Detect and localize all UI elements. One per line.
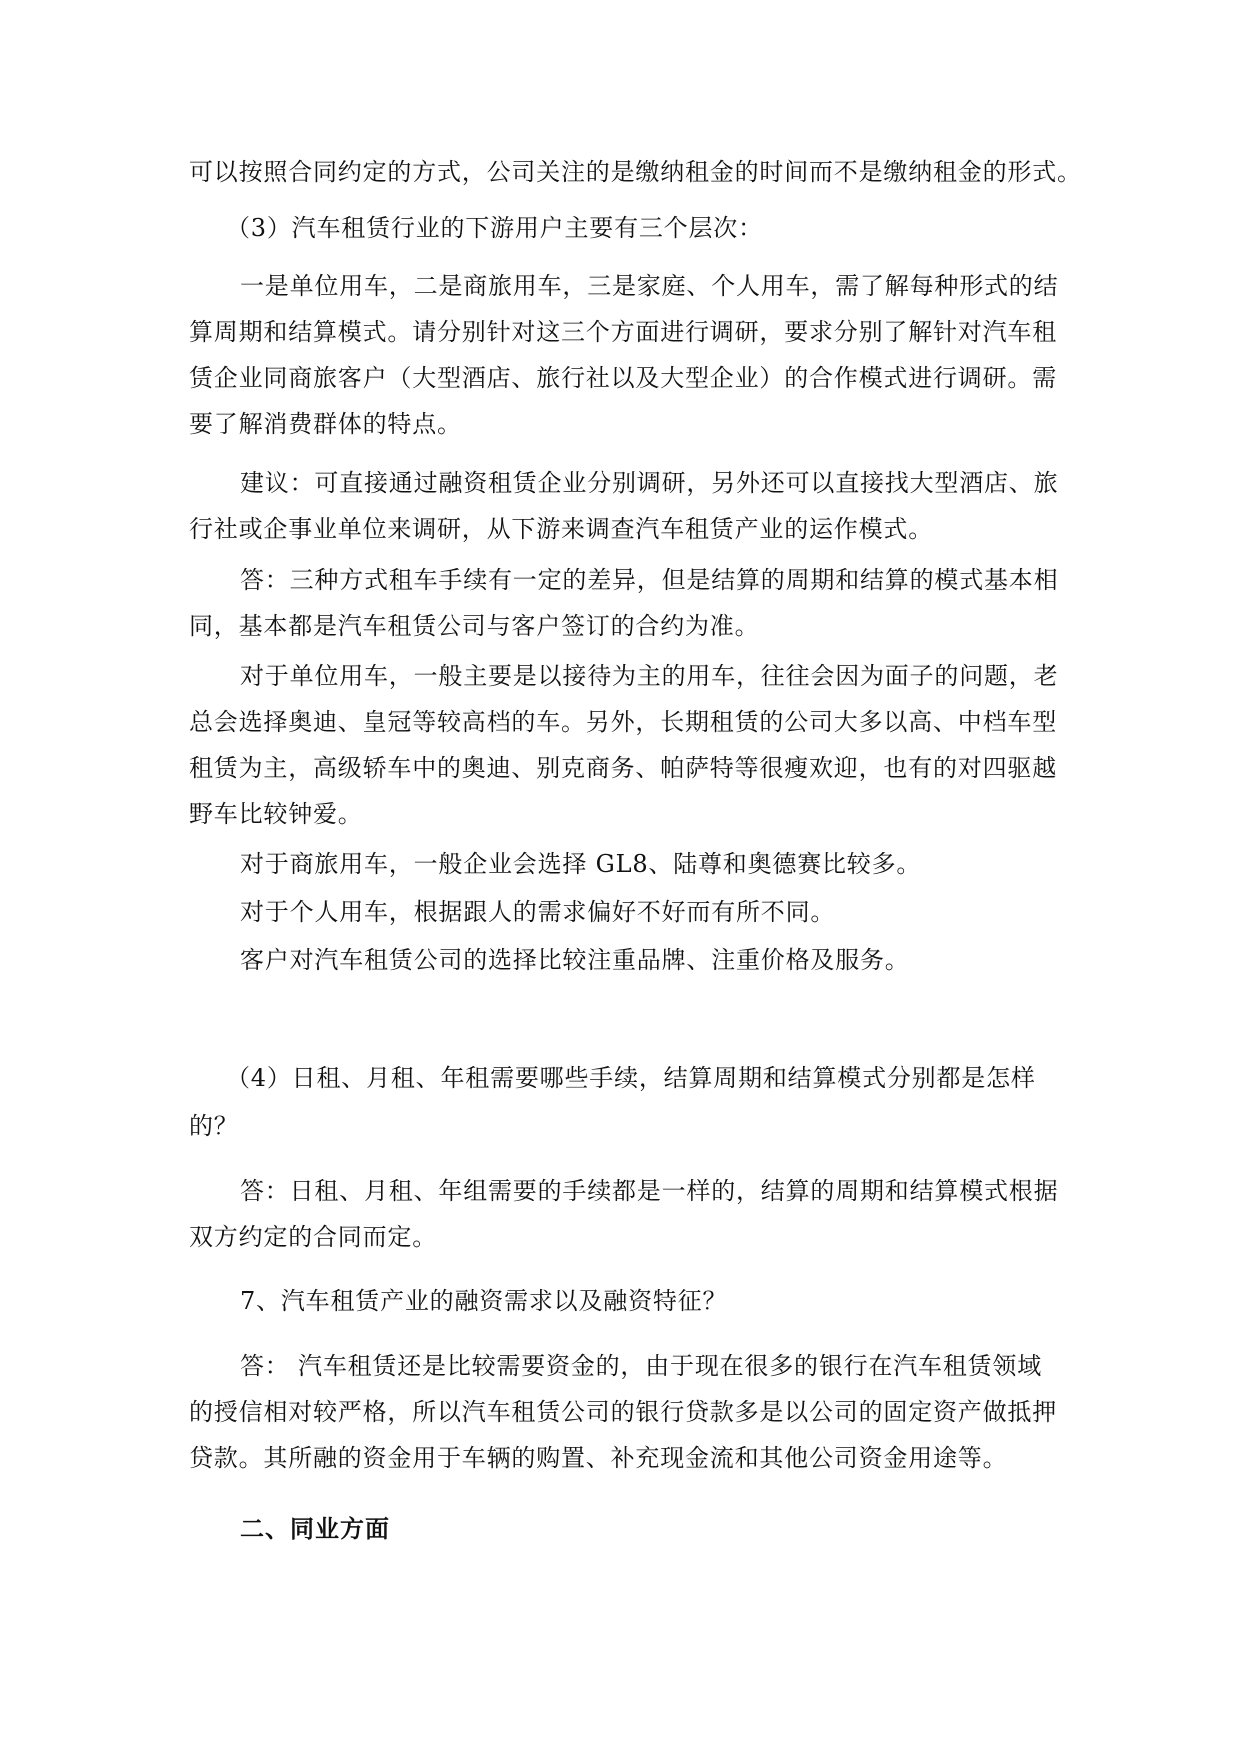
- paragraph-line: 答： 汽车租赁还是比较需要资金的，由于现在很多的银行在汽车租赁领域: [240, 1352, 1043, 1380]
- paragraph-line: 贷款。其所融的资金用于车辆的购置、补充现金流和其他公司资金用途等。: [189, 1444, 1008, 1472]
- paragraph-line: 一是单位用车，二是商旅用车，三是家庭、个人用车，需了解每种形式的结: [240, 272, 1059, 300]
- question-heading-7: 7、汽车租赁产业的融资需求以及融资特征？: [240, 1287, 728, 1315]
- paragraph-line: 总会选择奥迪、皇冠等较高档的车。另外，长期租赁的公司大多以高、中档车型: [189, 708, 1057, 736]
- paragraph-line: 行社或企事业单位来调研，从下游来调查汽车租赁产业的运作模式。: [189, 515, 933, 543]
- paragraph-line: 租赁为主，高级轿车中的奥迪、别克商务、帕萨特等很瘦欢迎，也有的对四驱越: [189, 754, 1057, 782]
- paragraph-line: 算周期和结算模式。请分别针对这三个方面进行调研，要求分别了解针对汽车租: [189, 318, 1057, 346]
- paragraph-line: 的授信相对较严格，所以汽车租赁公司的银行贷款多是以公司的固定资产做抵押: [189, 1398, 1057, 1426]
- paragraph-line: 答：日租、月租、年组需要的手续都是一样的，结算的周期和结算模式根据: [240, 1177, 1059, 1205]
- paragraph-line: 答：三种方式租车手续有一定的差异，但是结算的周期和结算的模式基本相: [240, 566, 1059, 594]
- paragraph-line: 对于单位用车，一般主要是以接待为主的用车，往往会因为面子的问题，老: [240, 662, 1059, 690]
- paragraph-line: 对于个人用车，根据跟人的需求偏好不好而有所不同。: [240, 898, 836, 926]
- paragraph-line: 双方约定的合同而定。: [189, 1223, 437, 1251]
- paragraph-line: 客户对汽车租赁公司的选择比较注重品牌、注重价格及服务。: [240, 946, 910, 974]
- paragraph-line: 建议：可直接通过融资租赁企业分别调研，另外还可以直接找大型酒店、旅: [240, 469, 1059, 497]
- section-heading-2: 二、同业方面: [240, 1514, 390, 1543]
- paragraph-line: 对于商旅用车，一般企业会选择 GL8、陆尊和奥德赛比较多。: [240, 850, 922, 878]
- paragraph-line: 的？: [189, 1112, 239, 1140]
- section-heading-4: （4）日租、月租、年租需要哪些手续，结算周期和结算模式分别都是怎样: [226, 1064, 1036, 1092]
- paragraph-line: 可以按照合同约定的方式，公司关注的是缴纳租金的时间而不是缴纳租金的形式。: [189, 158, 1082, 186]
- paragraph-line: 野车比较钟爱。: [189, 800, 363, 828]
- section-heading-3: （3）汽车租赁行业的下游用户主要有三个层次：: [226, 214, 763, 242]
- paragraph-line: 要了解消费群体的特点。: [189, 410, 462, 438]
- paragraph-line: 同，基本都是汽车租赁公司与客户签订的合约为准。: [189, 612, 760, 640]
- paragraph-line: 赁企业同商旅客户（大型酒店、旅行社以及大型企业）的合作模式进行调研。需: [189, 364, 1057, 392]
